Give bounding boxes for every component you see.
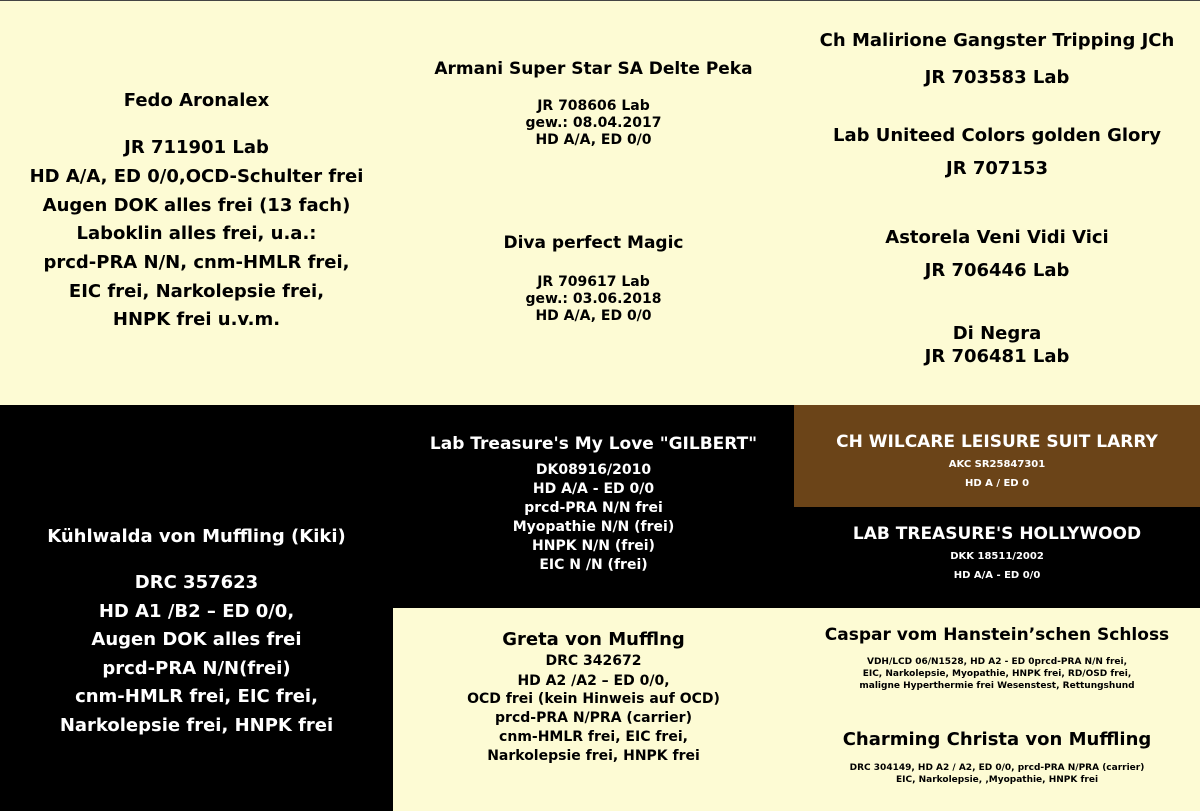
card-kuehlwalda-kiki [0,405,393,811]
dog-name: Astorela Veni Vidi Vici [885,227,1109,248]
dog-info-line: prcd-PRA N/N(frei) [102,658,291,679]
dog-name: LAB TREASURE'S HOLLYWOOD [852,524,1142,544]
dog-info-line: Narkolepsie frei, HNPK frei [59,715,334,736]
dog-info-line: DRC 357623 [134,572,259,593]
card-fedo-aronalex [0,1,393,405]
card-hollywood [794,507,1200,608]
dog-info-line: EIC N /N (frei) [539,557,648,573]
dog-info-line: HD A/A, ED 0/0 [535,308,652,324]
dog-info-line: JR 707153 [946,158,1048,179]
dog-info-line: DRC 304149, HD A2 / A2, ED 0/0, prcd-PRA N/PRA (carrier) [849,763,1145,773]
dog-info-line: JR 706446 Lab [924,260,1070,281]
dog-info-line: EIC frei, Narkolepsie frei, [68,281,325,302]
dog-info-line: HD A/A - ED 0/0 [532,481,655,497]
dog-info-line: maligne Hyperthermie frei Wesenstest, Rettungshund [859,681,1135,691]
dog-info-line: DRC 342672 [545,653,642,669]
dog-info-line: Augen DOK alles frei (13 fach) [42,195,351,216]
dog-info-line: HD A1 /B2 – ED 0/0, [98,601,295,622]
dog-name: CH WILCARE LEISURE SUIT LARRY [836,432,1158,452]
dog-info-line: Laboklin alles frei, u.a.: [76,223,317,244]
dog-name: Lab Uniteed Colors golden Glory [832,125,1162,146]
dog-name: Lab Treasure's My Love "GILBERT" [429,434,758,454]
dog-name: Ch Malirione Gangster Tripping JCh [819,30,1175,51]
dog-info-line: AKC SR25847301 [948,459,1046,470]
card-wilcare [794,405,1200,507]
dog-info-line: JR 703583 Lab [924,67,1070,88]
dog-info-line: gew.: 08.04.2017 [525,115,662,131]
dog-info-line: HD A2 /A2 – ED 0/0, [517,673,670,689]
dog-name: Greta von Mufflng [502,629,685,650]
dog-info-line: prcd-PRA N/N frei [524,500,663,516]
dog-info-line: JR 711901 Lab [124,137,269,158]
card-right-column [794,1,1200,405]
dog-name: Diva perfect Magic [503,233,684,253]
card-caspar-christa [794,608,1200,811]
dog-info-line: HD A/A, ED 0/0,OCD-Schulter frei [29,166,364,187]
card-greta [393,608,794,811]
dog-info-line: HD A/A, ED 0/0 [535,132,652,148]
dog-info-line: JR 708606 Lab [537,98,650,114]
dog-info-line: Narkolepsie frei, HNPK frei [487,748,700,764]
dog-info-line: cnm-HMLR frei, EIC frei, [75,686,318,707]
card-armani-diva [393,1,794,405]
dog-info-line: EIC, Narkolepsie, Myopathie, HNPK frei, RD/OSD frei, [862,669,1132,679]
dog-info-line: gew.: 03.06.2018 [525,291,662,307]
dog-info-line: VDH/LCD 06/N1528, HD A2 - ED 0prcd-PRA N/N frei, [867,657,1127,667]
dog-name: Caspar vom Hanstein’schen Schloss [824,625,1170,645]
dog-info-line: OCD frei (kein Hinweis auf OCD) [467,691,720,707]
dog-info-line: JR 706481 Lab [924,346,1070,367]
dog-info-line: JR 709617 Lab [537,274,650,290]
dog-info-line: Myopathie N/N (frei) [512,519,675,535]
dog-info-line: HNPK frei u.v.m. [112,309,281,330]
dog-info-line: Augen DOK alles frei [91,629,302,650]
card-gilbert [393,405,794,608]
dog-info-line: HD A / ED 0 [964,478,1030,489]
dog-info-line: prcd-PRA N/PRA (carrier) [495,710,692,726]
dog-info-line: HD A/A - ED 0/0 [953,570,1041,581]
dog-name: Fedo Aronalex [123,90,270,111]
dog-name: Charming Christa von Muffling [842,729,1152,750]
dog-name: Armani Super Star SA Delte Peka [434,59,753,79]
dog-name: Di Negra [952,323,1042,344]
dog-info-line: EIC, Narkolepsie, ,Myopathie, HNPK frei [895,775,1099,785]
dog-info-line: DK08916/2010 [535,462,652,478]
dog-info-line: cnm-HMLR frei, EIC frei, [499,729,688,745]
dog-info-line: prcd-PRA N/N, cnm-HMLR frei, [43,252,350,273]
dog-info-line: DKK 18511/2002 [950,551,1044,562]
dog-name: Kühlwalda von Muffling (Kiki) [47,526,346,547]
dog-info-line: HNPK N/N (frei) [532,538,655,554]
